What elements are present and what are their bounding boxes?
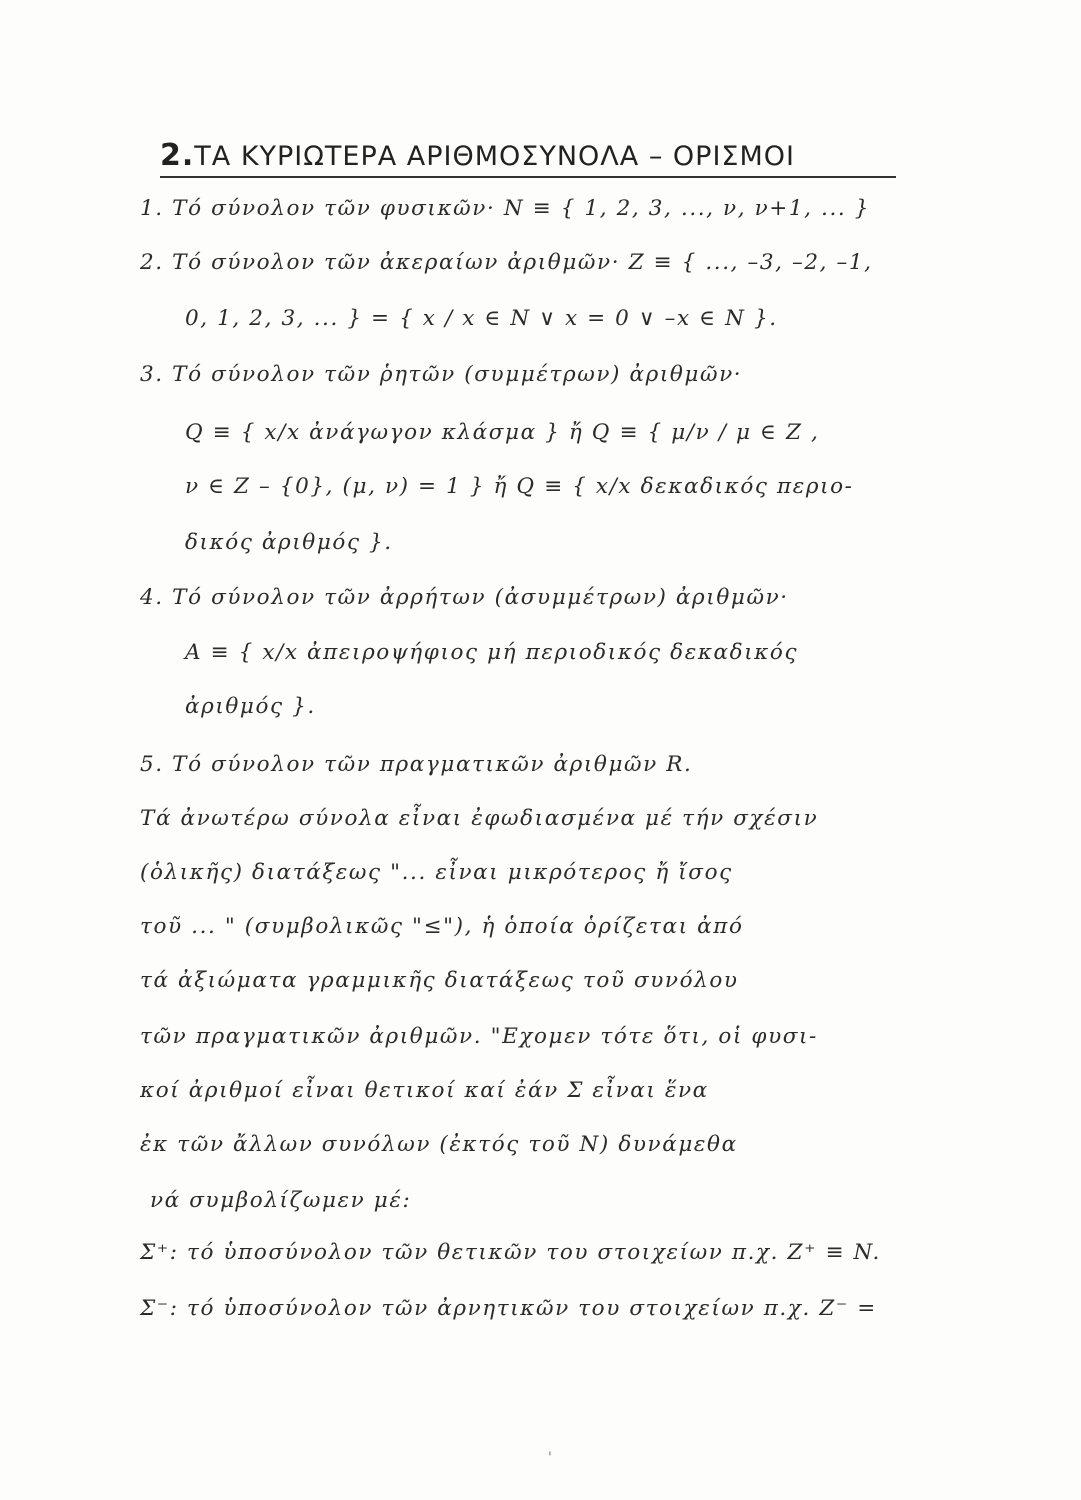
text-line-2: 2. Τό σύνολον τῶν ἀκεραίων ἀριθμῶν· Z ≡ { ..., –3, –2, –1, [140,250,873,275]
section-number: 2. [160,138,195,173]
text-line-4: 3. Τό σύνολον τῶν ῥητῶν (συμμέτρων) ἀριθμῶν· [140,362,743,387]
text-line-11: 5. Τό σύνολον τῶν πραγματικῶν ἀριθμῶν R. [140,752,693,777]
text-line-16: τῶν πραγματικῶν ἀριθμῶν. "Εχομεν τότε ὅτι, οἱ φυσι- [140,1024,818,1049]
text-line-3: 0, 1, 2, 3, ... } = { x / x ∈ N ∨ x = 0 ∨ –x ∈ N }. [185,306,778,331]
text-line-13: (ὁλικῆς) διατάξεως "... εἶναι μικρότερος ἤ ἴσος [140,860,733,885]
small-mark: ' [548,1450,552,1466]
text-line-19: νά συμβολίζωμεν μέ: [150,1188,412,1213]
text-line-7: δικός ἀριθμός }. [185,530,393,555]
section-title-text: ΤΑ ΚΥΡΙΩΤΕΡΑ ΑΡΙΘΜΟΣΥΝΟΛΑ – ΟΡΙΣΜΟΙ [194,141,795,172]
text-line-6: ν ∈ Z – {0}, (μ, ν) = 1 } ἤ Q ≡ { x/x δεκαδικός περιο- [185,474,854,499]
text-line-17: κοί ἀριθμοί εἶναι θετικοί καί ἐάν Σ εἶναι ἕνα [140,1078,709,1103]
text-line-15: τά ἀξιώματα γραμμικῆς διατάξεως τοῦ συνόλου [140,968,739,993]
text-line-9: A ≡ { x/x ἀπειροψήφιος μή περιοδικός δεκαδικός [185,640,799,665]
text-line-8: 4. Τό σύνολον τῶν ἀρρήτων (ἀσυμμέτρων) ἀριθμῶν· [140,585,789,610]
text-line-21: Σ⁻: τό ὑποσύνολον τῶν ἀρνητικῶν του στοιχείων π.χ. Z⁻ = [140,1296,877,1321]
text-line-18: ἐκ τῶν ἄλλων συνόλων (ἐκτός τοῦ N) δυνάμεθα [140,1132,738,1157]
text-line-14: τοῦ ... " (συμβολικῶς "≤"), ἡ ὁποία ὁρίζεται ἀπό [140,914,744,939]
text-line-5: Q ≡ { x/x ἀνάγωγον κλάσμα } ἤ Q ≡ { μ/ν / μ ∈ Z , [185,420,820,445]
text-line-1: 1. Τό σύνολον τῶν φυσικῶν· N ≡ { 1, 2, 3, ..., ν, ν+1, ... } [140,196,871,221]
text-line-20: Σ⁺: τό ὑποσύνολον τῶν θετικῶν του στοιχείων π.χ. Z⁺ ≡ N. [140,1240,881,1265]
text-line-10: ἀριθμός }. [185,694,316,719]
section-title [160,138,896,178]
text-line-12: Τά ἀνωτέρω σύνολα εἶναι ἐφωδιασμένα μέ τήν σχέσιν [140,806,819,831]
